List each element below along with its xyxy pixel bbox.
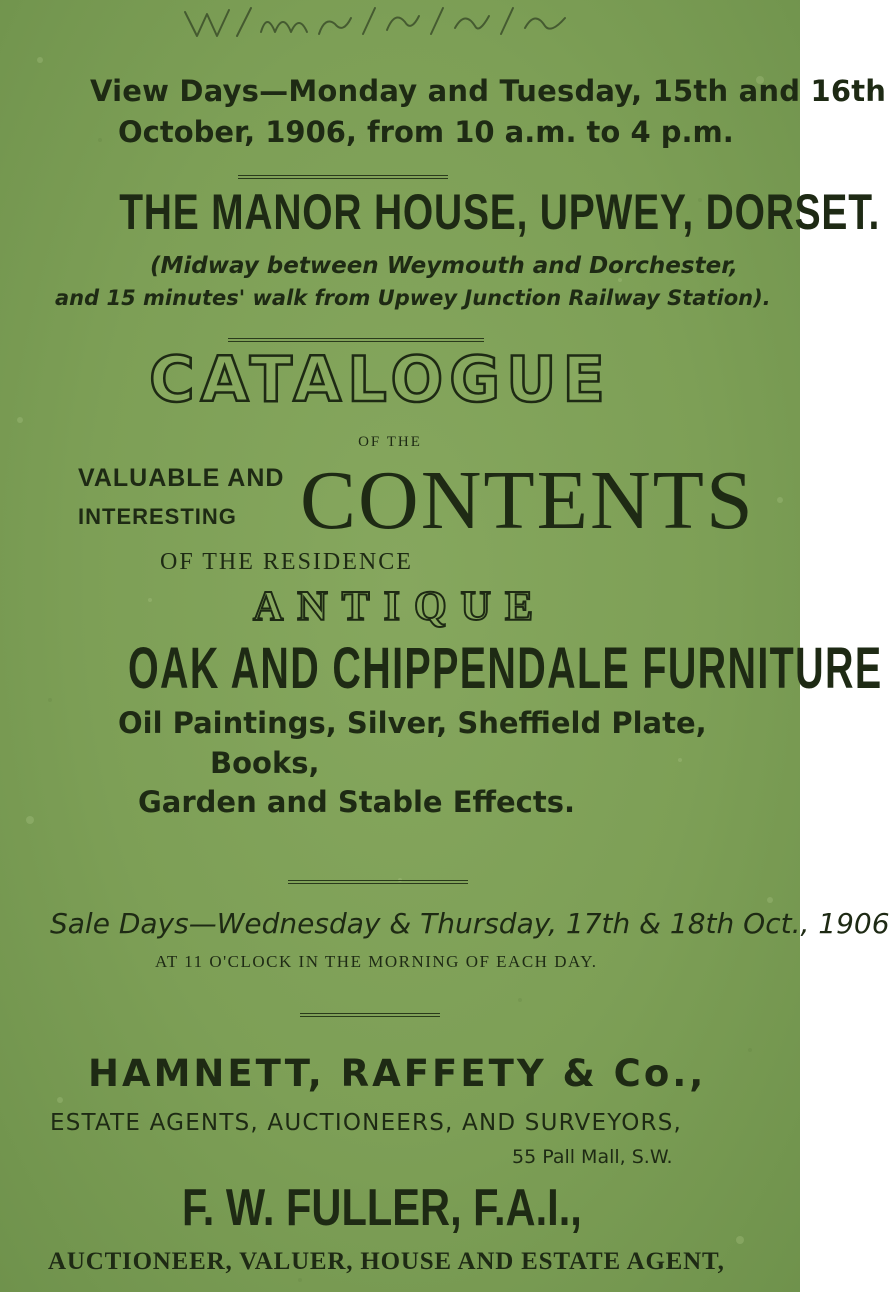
items-line-1: Oil Paintings, Silver, Sheffield Plate, [118,706,707,740]
location-line-1: (Midway between Weymouth and Dorchester, [150,253,738,279]
items-line-3: Garden and Stable Effects. [138,785,575,819]
divider [238,175,448,179]
valuable-label: VALUABLE AND [78,464,285,492]
auctioneer-role: AUCTIONEER, VALUER, HOUSE AND ESTATE AGENT, [48,1248,725,1275]
divider [288,880,468,884]
contents-heading: CONTENTS [300,454,755,547]
of-the-label: OF THE [358,434,422,450]
firm-address: 55 Pall Mall, S.W. [512,1146,673,1168]
location-line-2: and 15 minutes' walk from Upwey Junction Railway Station). [55,286,771,310]
divider [228,338,484,342]
catalogue-heading: CATALOGUE [149,343,611,416]
firm-name: HAMNETT, RAFFETY & Co., [88,1052,707,1095]
firm-role: ESTATE AGENTS, AUCTIONEERS, AND SURVEYORS, [50,1110,683,1136]
interesting-label: INTERESTING [78,504,237,529]
property-title: THE MANOR HOUSE, UPWEY, DORSET. [119,184,881,240]
furniture-heading: OAK AND CHIPPENDALE FURNITURE [128,636,883,701]
auctioneer-name: F. W. FULLER, F.A.I., [182,1179,582,1237]
handwritten-annotation [175,2,595,42]
view-days-line-1: View Days—Monday and Tuesday, 15th and 16th [90,74,887,108]
antique-heading: ANTIQUE [252,584,548,630]
sale-time: AT 11 O'CLOCK IN THE MORNING OF EACH DAY. [155,952,598,971]
of-residence-label: OF THE RESIDENCE [160,549,413,575]
view-days-line-2: October, 1906, from 10 a.m. to 4 p.m. [118,115,734,149]
divider [300,1013,440,1017]
sale-days: Sale Days—Wednesday & Thursday, 17th & 18th Oct., 1906 [50,907,890,940]
items-line-2: Books, [210,746,320,780]
